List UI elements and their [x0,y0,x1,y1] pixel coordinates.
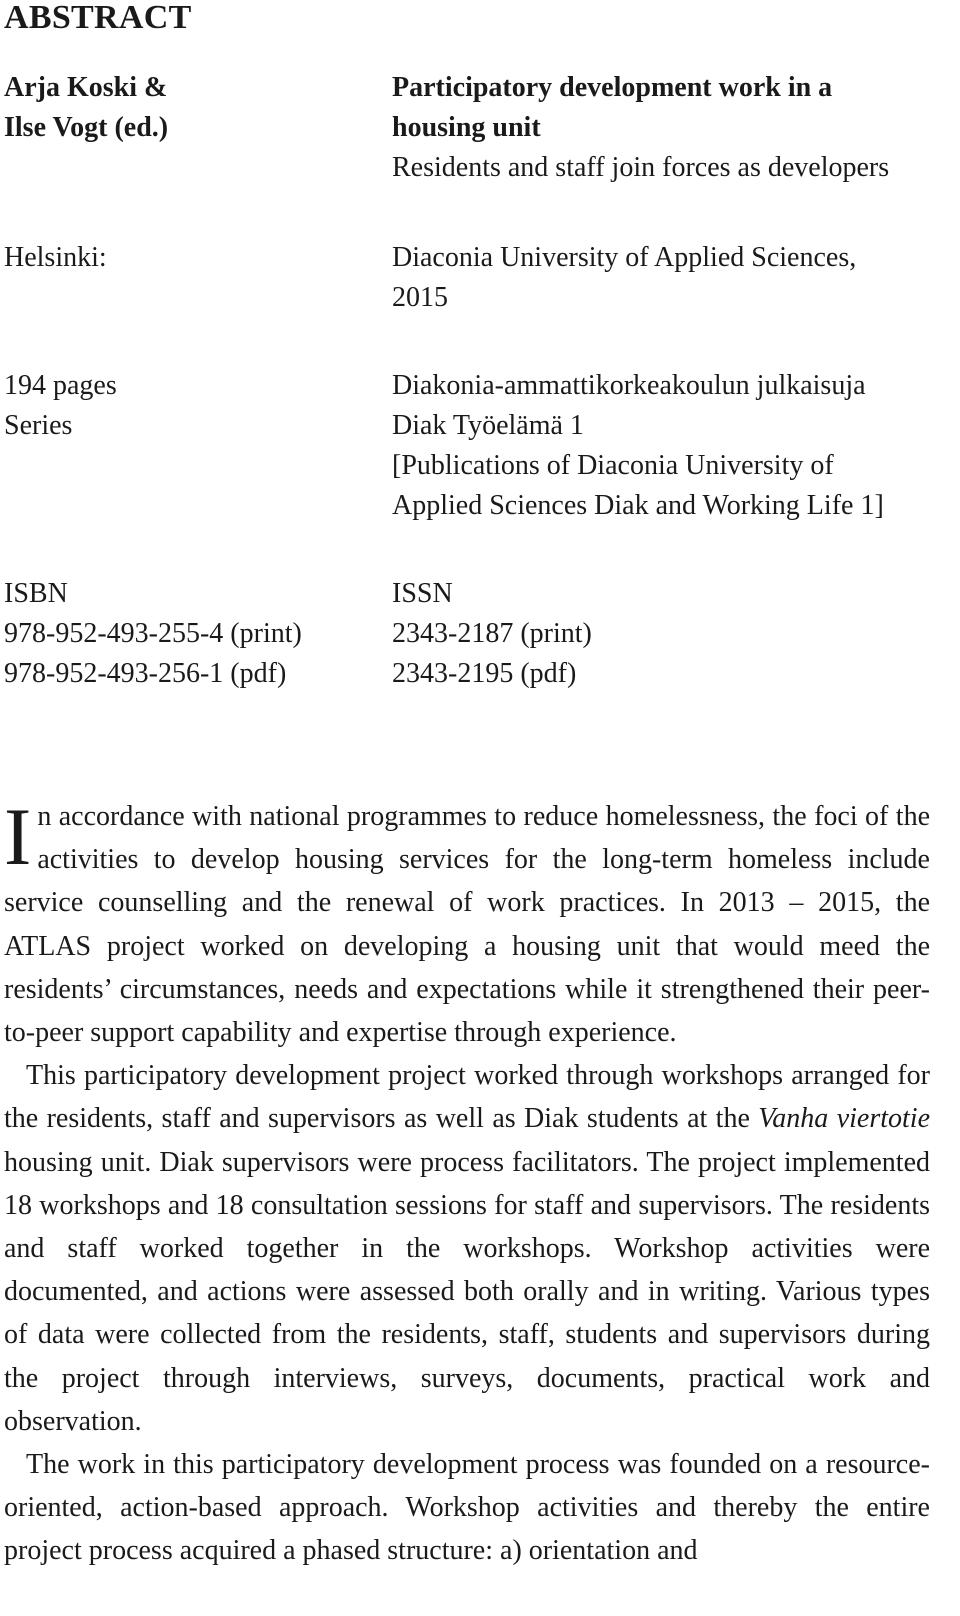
series-row [4,366,954,526]
paragraph-text: The work in this participatory development process was founded on a resource-oriented, action-based approach. Workshop activities and thereby the entire project process acquired a phased structure: a) orientation and [4,1449,930,1567]
abstract-body [4,791,930,1573]
identifiers-row [4,574,954,694]
series-label: Series [4,410,73,441]
paragraph-text: housing unit. Diak supervisors were process facilitators. The project implemented 18 workshops and 18 consultation sessions for staff and supervisors. The residents and staff worked together in the workshops. Workshop activities were documented, and actions were assessed both orally and in writing. Various types of data were collected from the residents, staff, students and supervisors during the project through interviews, surveys, documents, practical work and observation. [4,1146,930,1437]
publisher-year: 2015 [392,282,448,313]
publisher-label: Helsinki: [4,242,107,273]
title-row [4,68,954,188]
place-name: Vanha viertotie [758,1103,930,1135]
abstract-paragraph [4,1443,930,1573]
bibliographic-info [4,68,954,744]
publisher-row [4,238,954,318]
issn-print: 2343-2187 (print) [392,618,592,649]
paragraph-text: This participatory development project worked through workshops arranged for the residents, staff and supervisors as well as Diak students at the [4,1060,930,1135]
series-line: Diakonia-ammattikorkeakoulun julkaisuja [392,370,866,401]
subtitle: Residents and staff join forces as developers [392,152,890,183]
authors [4,68,392,188]
isbn-pdf: 978-952-493-256-1 (pdf) [4,658,287,689]
publisher-value [392,238,954,318]
series-line: [Publications of Diaconia University of [392,450,834,481]
pages-label: 194 pages [4,370,117,401]
isbn-print: 978-952-493-255-4 (print) [4,618,302,649]
title-line: housing unit [392,112,541,143]
series-line: Applied Sciences Diak and Working Life 1] [392,490,884,521]
paragraph-text: n accordance with national programmes to reduce homelessness, the foci of the activities to develop housing services for the long-term homeless include service counselling and the renewal of work practices. In 2013 – 2015, the ATLAS project worked on developing a housing unit that would meed the residents’ circumstances, needs and expectations while it strengthened their peer-to-peer support capability and expertise through experience. [4,801,930,1049]
author-line: Arja Koski & [4,72,168,103]
publisher-line: Diaconia University of Applied Sciences, [392,242,857,273]
drop-cap: I [4,791,32,882]
isbn-block [4,574,392,694]
issn-block [392,574,954,694]
title-block [392,68,954,188]
series-value [392,366,954,526]
issn-label: ISSN [392,578,453,609]
series-labels [4,366,392,526]
abstract-heading: ABSTRACT [4,0,192,36]
author-line: Ilse Vogt (ed.) [4,112,169,143]
abstract-paragraph [4,791,930,1054]
abstract-paragraph [4,1054,930,1443]
issn-pdf: 2343-2195 (pdf) [392,658,577,689]
isbn-label: ISBN [4,578,68,609]
series-line: Diak Työelämä 1 [392,410,584,441]
title-line: Participatory development work in a [392,72,833,103]
document-page [4,0,954,1616]
